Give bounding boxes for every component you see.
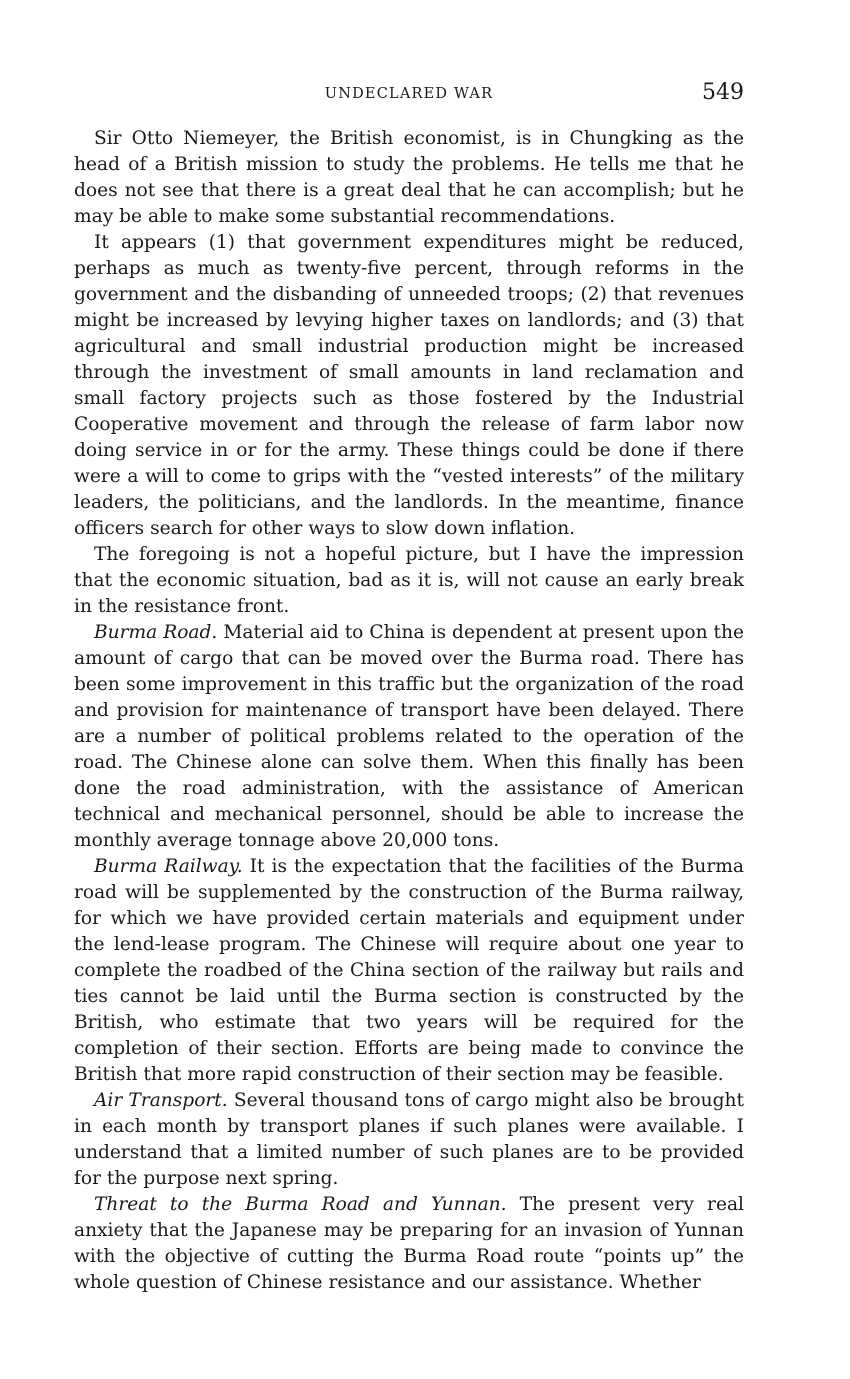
paragraph-threat xyxy=(74,1192,744,1296)
paragraph-niemeyer xyxy=(74,126,744,230)
paragraph-text: It appears (1) that government expenditures might be reduced, perhaps as much as twenty-five percent, through reforms in the government and the disbanding of unneeded troops; (2) that revenues might be increased by levying higher taxes on landlords; and (3) that agricultural and small industrial production might be increased through the investment of small amounts in land reclamation and small factory projects such as those fostered by the Industrial Cooperative movement and through the release of farm labor now doing service in or for the army. These things could be done if there were a will to come to grips with the “vested interests” of the military leaders, the politicians, and the landlords. In the meantime, finance officers search for other ways to slow down inflation. xyxy=(74,232,744,539)
paragraph-burma-railway xyxy=(74,854,744,1088)
paragraph-expenditures xyxy=(74,230,744,542)
run-in-heading: Threat to the Burma Road and Yunnan. xyxy=(94,1194,507,1215)
paragraph-outlook xyxy=(74,542,744,620)
paragraph-text: The foregoing is not a hopeful picture, but I have the impression that the economic situation, bad as it is, will not cause an early break in the resistance front. xyxy=(74,544,744,617)
paragraph-text: The present very real anxiety that the Japanese may be preparing for an invasion of Yunnan with the objective of cutting the Burma Road route “points up” the whole question of Chinese resistance and our assistance. Whether xyxy=(74,1194,744,1293)
run-in-heading: Air Transport. xyxy=(94,1090,228,1111)
paragraph-text: It is the expectation that the facilities of the Burma road will be supplemented by the construction of the Burma railway, for which we have provided certain materials and equipment under the lend-lease program. The Chinese will require about one year to complete the roadbed of the China section of the railway but rails and ties cannot be laid until the Burma section is constructed by the British, who estimate that two years will be required for the completion of their section. Efforts are being made to convince the British that more rapid construction of their section may be feasible. xyxy=(74,856,744,1085)
body-text xyxy=(74,126,744,1296)
paragraph-text: Material aid to China is dependent at present upon the amount of cargo that can be moved over the Burma road. There has been some improvement in this traffic but the organization of the road and provision for maintenance of transport have been delayed. There are a number of political problems related to the operation of the road. The Chinese alone can solve them. When this finally has been done the road administration, with the assistance of American technical and mechanical personnel, should be able to increase the monthly average tonnage above 20,000 tons. xyxy=(74,622,744,851)
paragraph-text: Several thousand tons of cargo might also be brought in each month by transport planes if such planes were available. I understand that a limited number of such planes are to be provided for the purpose next spring. xyxy=(74,1090,745,1189)
paragraph-text: Sir Otto Niemeyer, the British economist, is in Chungking as the head of a British mission to study the problems. He tells me that he does not see that there is a great deal that he can accomplish; but he may be able to make some substantial recommendations. xyxy=(74,128,744,227)
paragraph-burma-road xyxy=(74,620,744,854)
page-number: 549 xyxy=(702,80,744,105)
run-in-heading: Burma Road. xyxy=(94,622,218,643)
running-head xyxy=(74,80,744,110)
paragraph-air-transport xyxy=(74,1088,744,1192)
run-in-heading: Burma Railway. xyxy=(94,856,243,877)
running-title: UNDECLARED WAR xyxy=(324,86,494,102)
